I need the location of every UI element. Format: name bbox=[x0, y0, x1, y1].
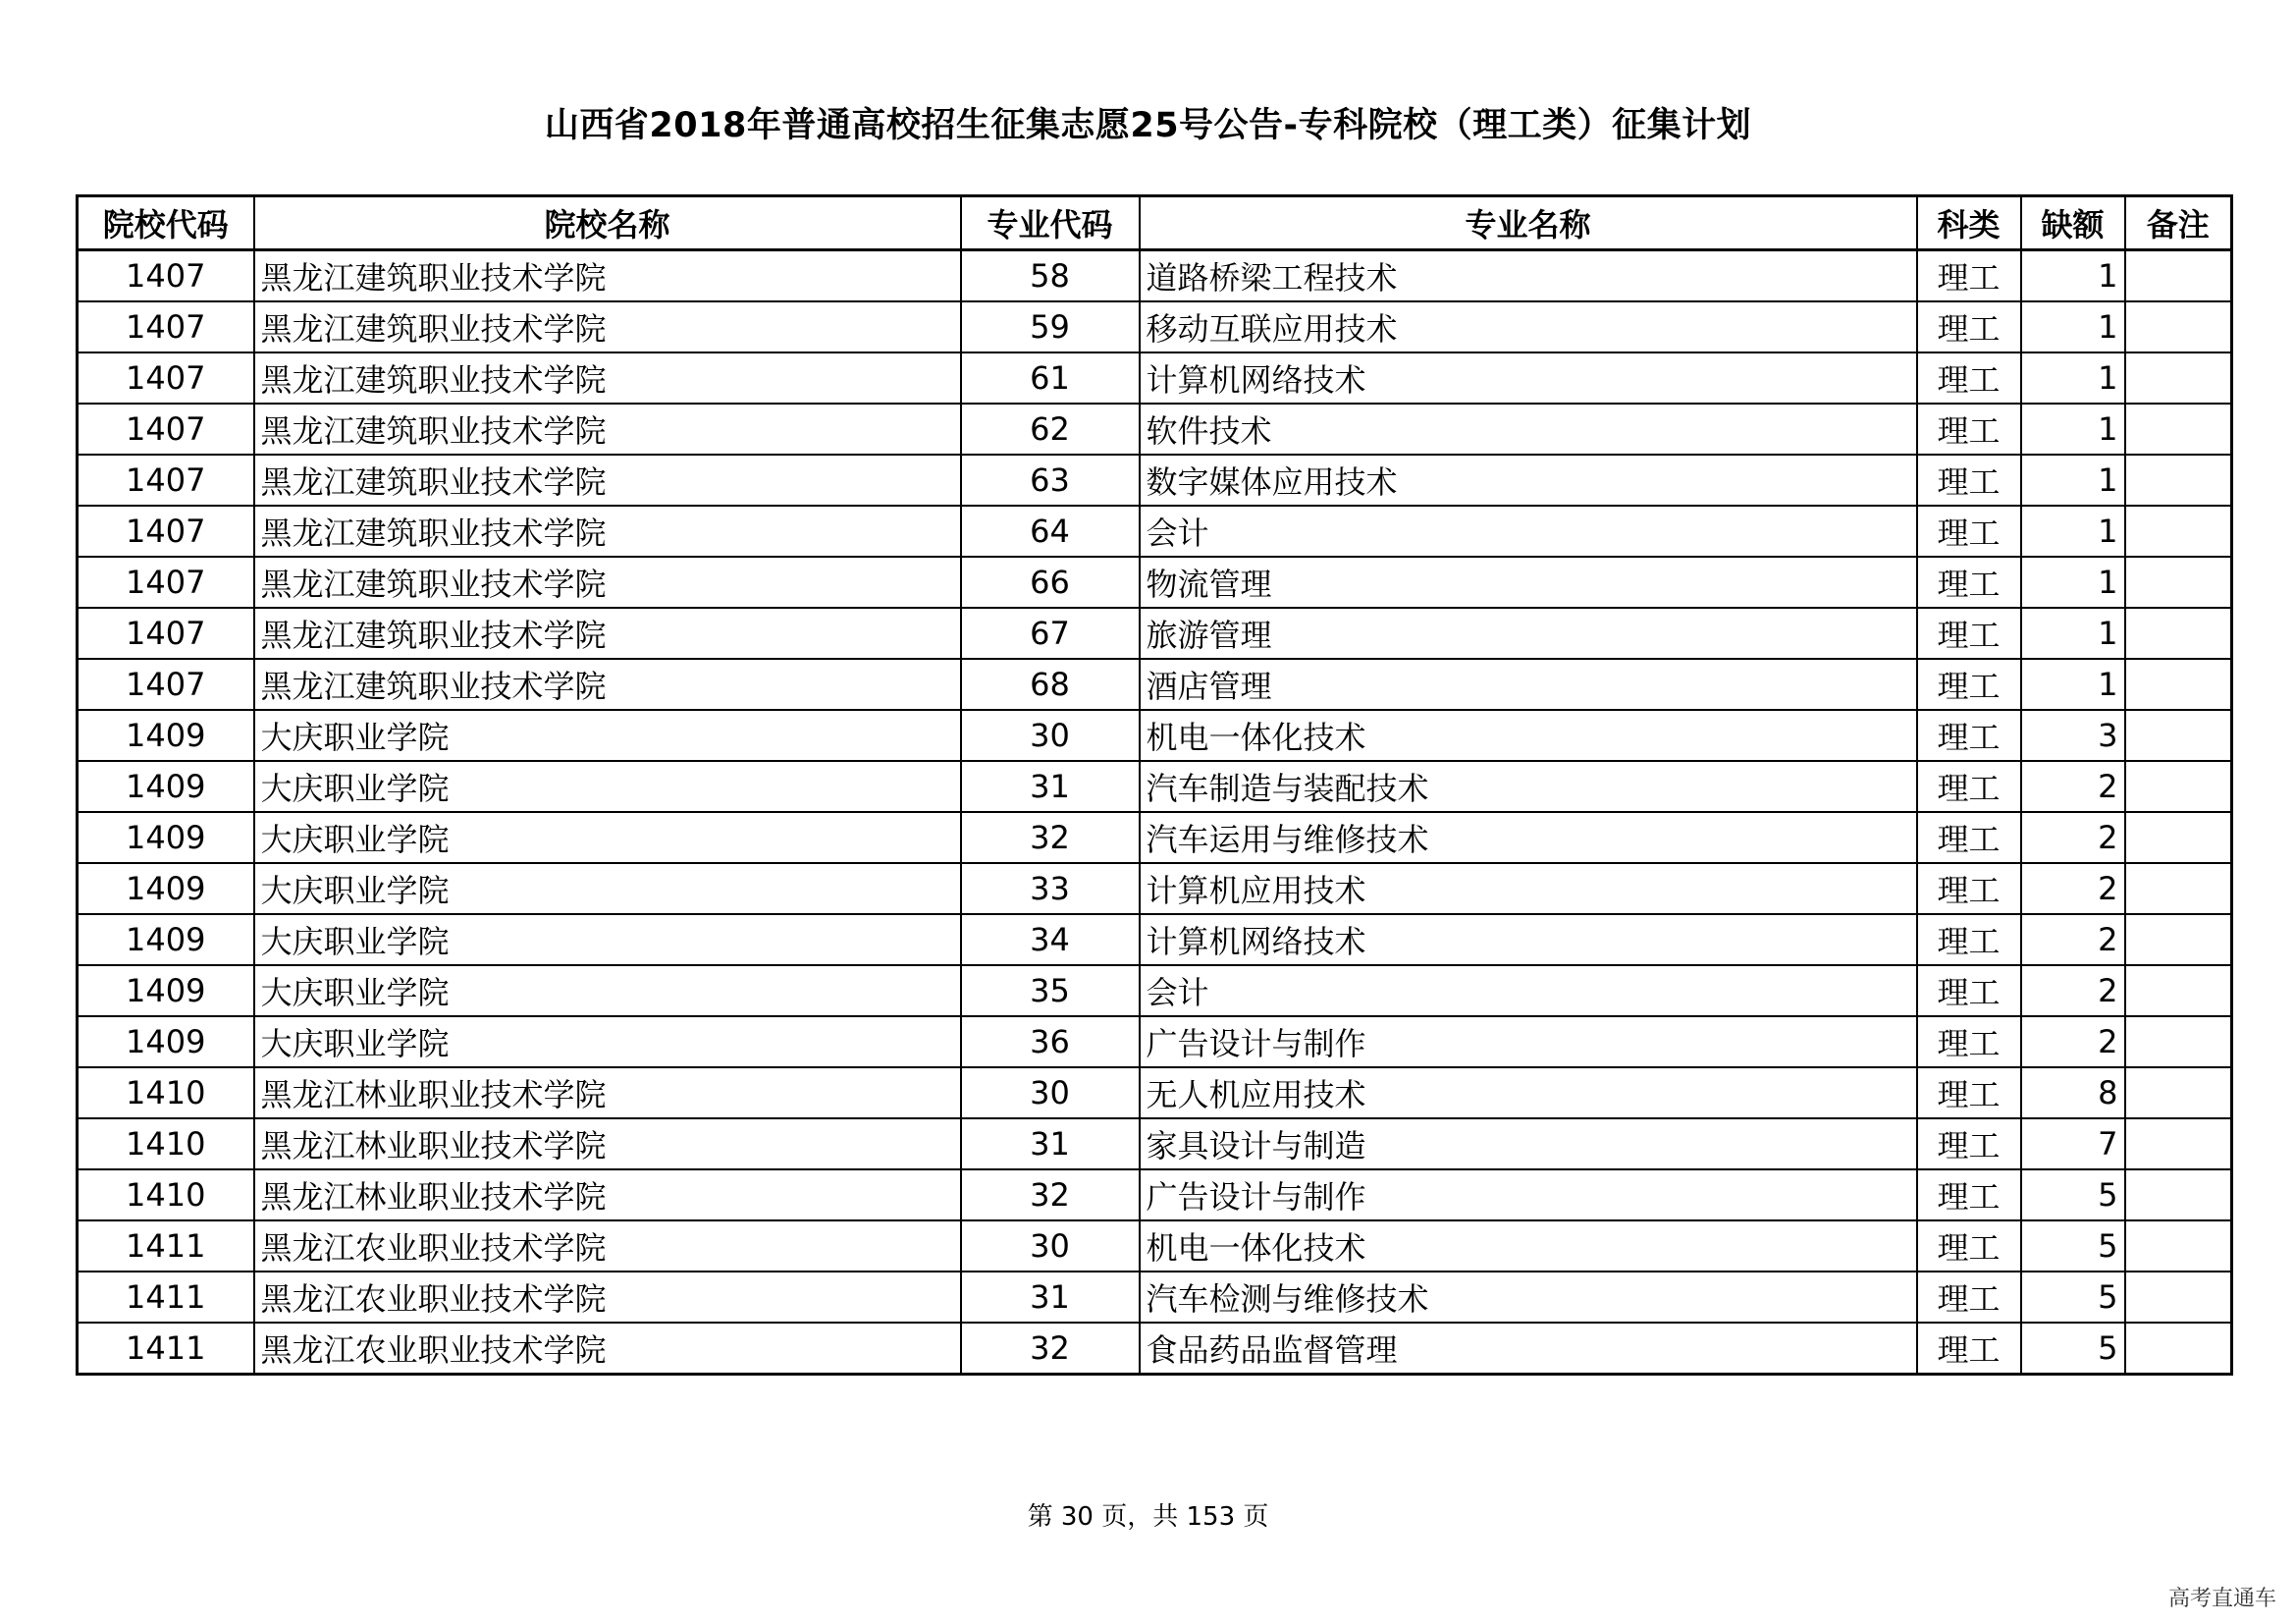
cell-school-name: 黑龙江建筑职业技术学院 bbox=[254, 301, 961, 352]
enrollment-plan-table bbox=[76, 194, 2233, 1376]
cell-major-name: 家具设计与制造 bbox=[1140, 1118, 1917, 1169]
table-row bbox=[78, 352, 2232, 404]
cell-note bbox=[2125, 965, 2232, 1016]
cell-category: 理工 bbox=[1917, 914, 2021, 965]
cell-category: 理工 bbox=[1917, 1323, 2021, 1375]
cell-vacancy: 2 bbox=[2021, 863, 2125, 914]
cell-vacancy: 1 bbox=[2021, 404, 2125, 455]
cell-note bbox=[2125, 812, 2232, 863]
cell-category: 理工 bbox=[1917, 1272, 2021, 1323]
cell-major-code: 67 bbox=[961, 608, 1140, 659]
cell-vacancy: 5 bbox=[2021, 1169, 2125, 1220]
cell-school-code: 1407 bbox=[78, 250, 254, 302]
cell-note bbox=[2125, 250, 2232, 302]
cell-major-name: 广告设计与制作 bbox=[1140, 1169, 1917, 1220]
cell-note bbox=[2125, 1067, 2232, 1118]
cell-major-name: 会计 bbox=[1140, 965, 1917, 1016]
cell-vacancy: 8 bbox=[2021, 1067, 2125, 1118]
cell-vacancy: 1 bbox=[2021, 659, 2125, 710]
cell-category: 理工 bbox=[1917, 250, 2021, 302]
cell-vacancy: 7 bbox=[2021, 1118, 2125, 1169]
watermark: 高考直通车 bbox=[2167, 1587, 2276, 1611]
cell-category: 理工 bbox=[1917, 1016, 2021, 1067]
cell-category: 理工 bbox=[1917, 557, 2021, 608]
cell-school-code: 1411 bbox=[78, 1220, 254, 1272]
cell-major-code: 61 bbox=[961, 352, 1140, 404]
cell-vacancy: 1 bbox=[2021, 608, 2125, 659]
cell-vacancy: 2 bbox=[2021, 761, 2125, 812]
cell-vacancy: 3 bbox=[2021, 710, 2125, 761]
cell-school-code: 1410 bbox=[78, 1067, 254, 1118]
cell-vacancy: 1 bbox=[2021, 301, 2125, 352]
cell-major-code: 32 bbox=[961, 1169, 1140, 1220]
cell-category: 理工 bbox=[1917, 301, 2021, 352]
cell-major-code: 66 bbox=[961, 557, 1140, 608]
cell-vacancy: 2 bbox=[2021, 965, 2125, 1016]
cell-major-name: 物流管理 bbox=[1140, 557, 1917, 608]
table-row bbox=[78, 1272, 2232, 1323]
table-row bbox=[78, 863, 2232, 914]
cell-major-code: 30 bbox=[961, 1067, 1140, 1118]
cell-major-name: 旅游管理 bbox=[1140, 608, 1917, 659]
table-row bbox=[78, 659, 2232, 710]
cell-category: 理工 bbox=[1917, 812, 2021, 863]
cell-vacancy: 2 bbox=[2021, 914, 2125, 965]
cell-major-name: 汽车运用与维修技术 bbox=[1140, 812, 1917, 863]
cell-school-name: 大庆职业学院 bbox=[254, 965, 961, 1016]
table-row bbox=[78, 608, 2232, 659]
cell-major-name: 机电一体化技术 bbox=[1140, 710, 1917, 761]
cell-school-name: 黑龙江建筑职业技术学院 bbox=[254, 455, 961, 506]
cell-vacancy: 2 bbox=[2021, 1016, 2125, 1067]
cell-vacancy: 1 bbox=[2021, 250, 2125, 302]
cell-school-code: 1407 bbox=[78, 506, 254, 557]
cell-school-name: 黑龙江建筑职业技术学院 bbox=[254, 352, 961, 404]
table-row bbox=[78, 301, 2232, 352]
table-row bbox=[78, 914, 2232, 965]
cell-note bbox=[2125, 1118, 2232, 1169]
cell-school-name: 黑龙江建筑职业技术学院 bbox=[254, 608, 961, 659]
cell-school-name: 黑龙江建筑职业技术学院 bbox=[254, 404, 961, 455]
cell-vacancy: 1 bbox=[2021, 352, 2125, 404]
cell-major-code: 32 bbox=[961, 812, 1140, 863]
cell-note bbox=[2125, 608, 2232, 659]
cell-category: 理工 bbox=[1917, 710, 2021, 761]
cell-major-name: 软件技术 bbox=[1140, 404, 1917, 455]
header-school-code: 院校代码 bbox=[78, 196, 254, 250]
cell-note bbox=[2125, 863, 2232, 914]
cell-school-code: 1409 bbox=[78, 710, 254, 761]
cell-school-code: 1409 bbox=[78, 965, 254, 1016]
cell-major-code: 36 bbox=[961, 1016, 1140, 1067]
cell-major-name: 计算机应用技术 bbox=[1140, 863, 1917, 914]
cell-category: 理工 bbox=[1917, 506, 2021, 557]
cell-major-name: 机电一体化技术 bbox=[1140, 1220, 1917, 1272]
cell-major-code: 30 bbox=[961, 710, 1140, 761]
cell-major-code: 33 bbox=[961, 863, 1140, 914]
cell-category: 理工 bbox=[1917, 404, 2021, 455]
cell-school-name: 大庆职业学院 bbox=[254, 914, 961, 965]
cell-school-name: 黑龙江农业职业技术学院 bbox=[254, 1220, 961, 1272]
cell-category: 理工 bbox=[1917, 608, 2021, 659]
cell-note bbox=[2125, 914, 2232, 965]
table-row bbox=[78, 1016, 2232, 1067]
header-major-name: 专业名称 bbox=[1140, 196, 1917, 250]
cell-major-name: 汽车检测与维修技术 bbox=[1140, 1272, 1917, 1323]
cell-school-code: 1411 bbox=[78, 1272, 254, 1323]
cell-vacancy: 1 bbox=[2021, 506, 2125, 557]
table-row bbox=[78, 1067, 2232, 1118]
cell-school-name: 黑龙江建筑职业技术学院 bbox=[254, 557, 961, 608]
cell-school-name: 黑龙江建筑职业技术学院 bbox=[254, 250, 961, 302]
cell-major-code: 31 bbox=[961, 1272, 1140, 1323]
cell-school-code: 1407 bbox=[78, 404, 254, 455]
cell-school-name: 黑龙江林业职业技术学院 bbox=[254, 1067, 961, 1118]
cell-category: 理工 bbox=[1917, 761, 2021, 812]
cell-school-name: 黑龙江林业职业技术学院 bbox=[254, 1169, 961, 1220]
cell-major-name: 移动互联应用技术 bbox=[1140, 301, 1917, 352]
cell-school-name: 大庆职业学院 bbox=[254, 710, 961, 761]
cell-category: 理工 bbox=[1917, 1220, 2021, 1272]
cell-school-name: 黑龙江建筑职业技术学院 bbox=[254, 659, 961, 710]
cell-note bbox=[2125, 1016, 2232, 1067]
cell-school-code: 1409 bbox=[78, 863, 254, 914]
table-row bbox=[78, 965, 2232, 1016]
table-row bbox=[78, 1323, 2232, 1375]
cell-vacancy: 5 bbox=[2021, 1220, 2125, 1272]
cell-major-code: 30 bbox=[961, 1220, 1140, 1272]
cell-note bbox=[2125, 557, 2232, 608]
cell-major-code: 34 bbox=[961, 914, 1140, 965]
cell-major-code: 35 bbox=[961, 965, 1140, 1016]
cell-school-name: 黑龙江建筑职业技术学院 bbox=[254, 506, 961, 557]
table-row bbox=[78, 506, 2232, 557]
cell-school-code: 1407 bbox=[78, 301, 254, 352]
cell-school-name: 大庆职业学院 bbox=[254, 1016, 961, 1067]
cell-major-code: 62 bbox=[961, 404, 1140, 455]
table-row bbox=[78, 1220, 2232, 1272]
cell-note bbox=[2125, 506, 2232, 557]
cell-major-code: 32 bbox=[961, 1323, 1140, 1375]
cell-note bbox=[2125, 710, 2232, 761]
table-row bbox=[78, 404, 2232, 455]
table-row bbox=[78, 1118, 2232, 1169]
cell-school-code: 1407 bbox=[78, 557, 254, 608]
cell-major-name: 计算机网络技术 bbox=[1140, 914, 1917, 965]
cell-vacancy: 5 bbox=[2021, 1323, 2125, 1375]
cell-note bbox=[2125, 1169, 2232, 1220]
cell-note bbox=[2125, 1323, 2232, 1375]
cell-school-name: 大庆职业学院 bbox=[254, 812, 961, 863]
cell-major-code: 31 bbox=[961, 761, 1140, 812]
header-major-code: 专业代码 bbox=[961, 196, 1140, 250]
cell-note bbox=[2125, 1272, 2232, 1323]
cell-major-code: 58 bbox=[961, 250, 1140, 302]
cell-note bbox=[2125, 761, 2232, 812]
cell-note bbox=[2125, 659, 2232, 710]
cell-major-code: 31 bbox=[961, 1118, 1140, 1169]
table-row bbox=[78, 761, 2232, 812]
cell-major-code: 64 bbox=[961, 506, 1140, 557]
cell-school-name: 大庆职业学院 bbox=[254, 761, 961, 812]
cell-major-name: 无人机应用技术 bbox=[1140, 1067, 1917, 1118]
cell-vacancy: 5 bbox=[2021, 1272, 2125, 1323]
cell-category: 理工 bbox=[1917, 1169, 2021, 1220]
table-header-row bbox=[78, 196, 2232, 250]
cell-category: 理工 bbox=[1917, 1118, 2021, 1169]
table-row bbox=[78, 710, 2232, 761]
cell-school-code: 1407 bbox=[78, 659, 254, 710]
cell-major-name: 会计 bbox=[1140, 506, 1917, 557]
cell-category: 理工 bbox=[1917, 1067, 2021, 1118]
cell-school-code: 1410 bbox=[78, 1118, 254, 1169]
cell-major-name: 食品药品监督管理 bbox=[1140, 1323, 1917, 1375]
cell-school-code: 1407 bbox=[78, 608, 254, 659]
cell-school-code: 1409 bbox=[78, 1016, 254, 1067]
cell-note bbox=[2125, 352, 2232, 404]
table-row bbox=[78, 455, 2232, 506]
header-note: 备注 bbox=[2125, 196, 2232, 250]
cell-school-code: 1407 bbox=[78, 455, 254, 506]
cell-note bbox=[2125, 404, 2232, 455]
cell-category: 理工 bbox=[1917, 863, 2021, 914]
cell-note bbox=[2125, 301, 2232, 352]
cell-major-name: 汽车制造与装配技术 bbox=[1140, 761, 1917, 812]
cell-category: 理工 bbox=[1917, 352, 2021, 404]
cell-major-name: 数字媒体应用技术 bbox=[1140, 455, 1917, 506]
cell-school-name: 大庆职业学院 bbox=[254, 863, 961, 914]
header-category: 科类 bbox=[1917, 196, 2021, 250]
cell-major-name: 计算机网络技术 bbox=[1140, 352, 1917, 404]
cell-school-code: 1409 bbox=[78, 761, 254, 812]
cell-major-code: 68 bbox=[961, 659, 1140, 710]
cell-category: 理工 bbox=[1917, 659, 2021, 710]
cell-school-name: 黑龙江农业职业技术学院 bbox=[254, 1272, 961, 1323]
cell-note bbox=[2125, 1220, 2232, 1272]
table-row bbox=[78, 250, 2232, 302]
cell-school-name: 黑龙江农业职业技术学院 bbox=[254, 1323, 961, 1375]
cell-school-name: 黑龙江林业职业技术学院 bbox=[254, 1118, 961, 1169]
cell-category: 理工 bbox=[1917, 965, 2021, 1016]
cell-vacancy: 2 bbox=[2021, 812, 2125, 863]
cell-school-code: 1411 bbox=[78, 1323, 254, 1375]
cell-note bbox=[2125, 455, 2232, 506]
page-footer: 第 30 页，共 153 页 bbox=[1027, 1502, 1269, 1532]
cell-vacancy: 1 bbox=[2021, 455, 2125, 506]
cell-major-name: 广告设计与制作 bbox=[1140, 1016, 1917, 1067]
header-school-name: 院校名称 bbox=[254, 196, 961, 250]
cell-major-name: 酒店管理 bbox=[1140, 659, 1917, 710]
cell-school-code: 1409 bbox=[78, 914, 254, 965]
cell-major-name: 道路桥梁工程技术 bbox=[1140, 250, 1917, 302]
header-vacancy: 缺额 bbox=[2021, 196, 2125, 250]
cell-school-code: 1407 bbox=[78, 352, 254, 404]
cell-vacancy: 1 bbox=[2021, 557, 2125, 608]
cell-major-code: 59 bbox=[961, 301, 1140, 352]
table-row bbox=[78, 1169, 2232, 1220]
cell-school-code: 1409 bbox=[78, 812, 254, 863]
cell-school-code: 1410 bbox=[78, 1169, 254, 1220]
cell-major-code: 63 bbox=[961, 455, 1140, 506]
table-row bbox=[78, 812, 2232, 863]
cell-category: 理工 bbox=[1917, 455, 2021, 506]
page-title: 山西省2018年普通高校招生征集志愿25号公告-专科院校（理工类）征集计划 bbox=[544, 106, 1752, 145]
table-row bbox=[78, 557, 2232, 608]
